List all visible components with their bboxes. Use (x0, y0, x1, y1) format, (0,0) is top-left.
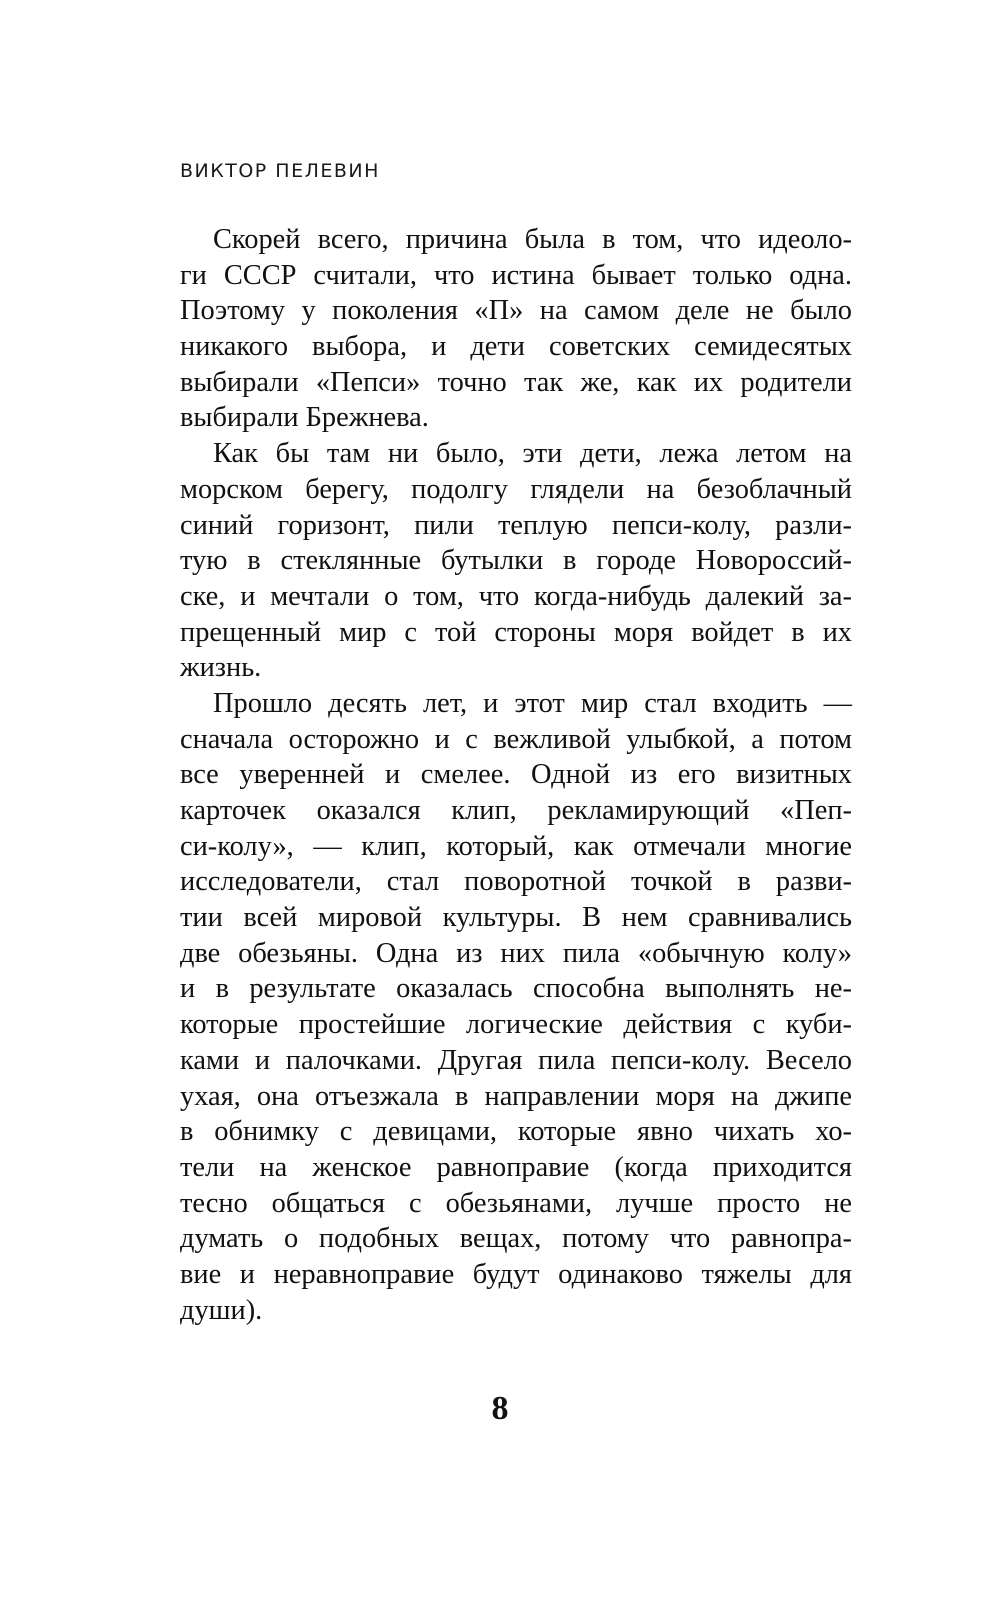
text-line: Как бы там ни было, эти дети, лежа летом на (213, 438, 852, 470)
text-line: никакого выбора, и дети советских семидесятых (180, 331, 852, 363)
text-line: сначала осторожно и с вежливой улыбкой, а потом (180, 723, 852, 755)
text-line: и в результате оказалась способна выполнять не- (180, 973, 852, 1005)
text-line: выбирали Брежнева. (180, 402, 429, 434)
text-line: Прошло десять лет, и этот мир стал входить — (213, 687, 852, 719)
text-line: две обезьяны. Одна из них пила «обычную колу» (180, 937, 852, 969)
text-line: синий горизонт, пили теплую пепси-колу, разли- (180, 509, 852, 541)
page-number: 8 (491, 1390, 509, 1427)
body-text (180, 222, 852, 1328)
text-line: тии всей мировой культуры. В нем сравнивались (180, 902, 852, 934)
text-line: Скорей всего, причина была в том, что идеоло- (213, 224, 852, 255)
text-line: ухая, она отъезжала в направлении моря на джипе (180, 1080, 852, 1112)
text-line: которые простейшие логические действия с куби- (180, 1009, 852, 1041)
text-line: си-колу», — клип, который, как отмечали многие (180, 830, 852, 862)
text-line: тую в стеклянные бутылки в городе Новороссий- (180, 545, 852, 577)
text-line: прещенный мир с той стороны моря войдет в их (180, 616, 852, 648)
text-line: думать о подобных вещах, потому что равнопра- (180, 1223, 852, 1255)
text-line: выбирали «Пепси» точно так же, как их родители (180, 366, 852, 398)
text-line: исследователи, стал поворотной точкой в разви- (180, 866, 852, 898)
text-line: Поэтому у поколения «П» на самом деле не было (180, 295, 852, 327)
text-line: все уверенней и смелее. Одной из его визитных (180, 759, 852, 791)
text-line: тели на женское равноправие (когда приходится (180, 1151, 852, 1183)
text-line: в обнимку с девицами, которые явно чихать хо- (180, 1116, 852, 1148)
text-line: ками и палочками. Другая пила пепси-колу. Весело (180, 1044, 852, 1076)
text-line: души). (180, 1294, 263, 1326)
text-line: ске, и мечтали о том, что когда-нибудь далекий за- (180, 580, 852, 612)
text-line: карточек оказался клип, рекламирующий «Пеп- (180, 795, 852, 826)
text-line: жизнь. (180, 652, 262, 684)
running-head-author: ВИКТОР ПЕЛЕВИН (180, 160, 380, 182)
text-line: ги СССР считали, что истина бывает только одна. (180, 259, 852, 291)
text-line: тесно общаться с обезьянами, лучше просто не (180, 1187, 852, 1219)
text-line: морском берегу, подолгу глядели на безоблачный (180, 473, 852, 505)
text-line: вие и неравноправие будут одинаково тяжелы для (180, 1258, 852, 1290)
